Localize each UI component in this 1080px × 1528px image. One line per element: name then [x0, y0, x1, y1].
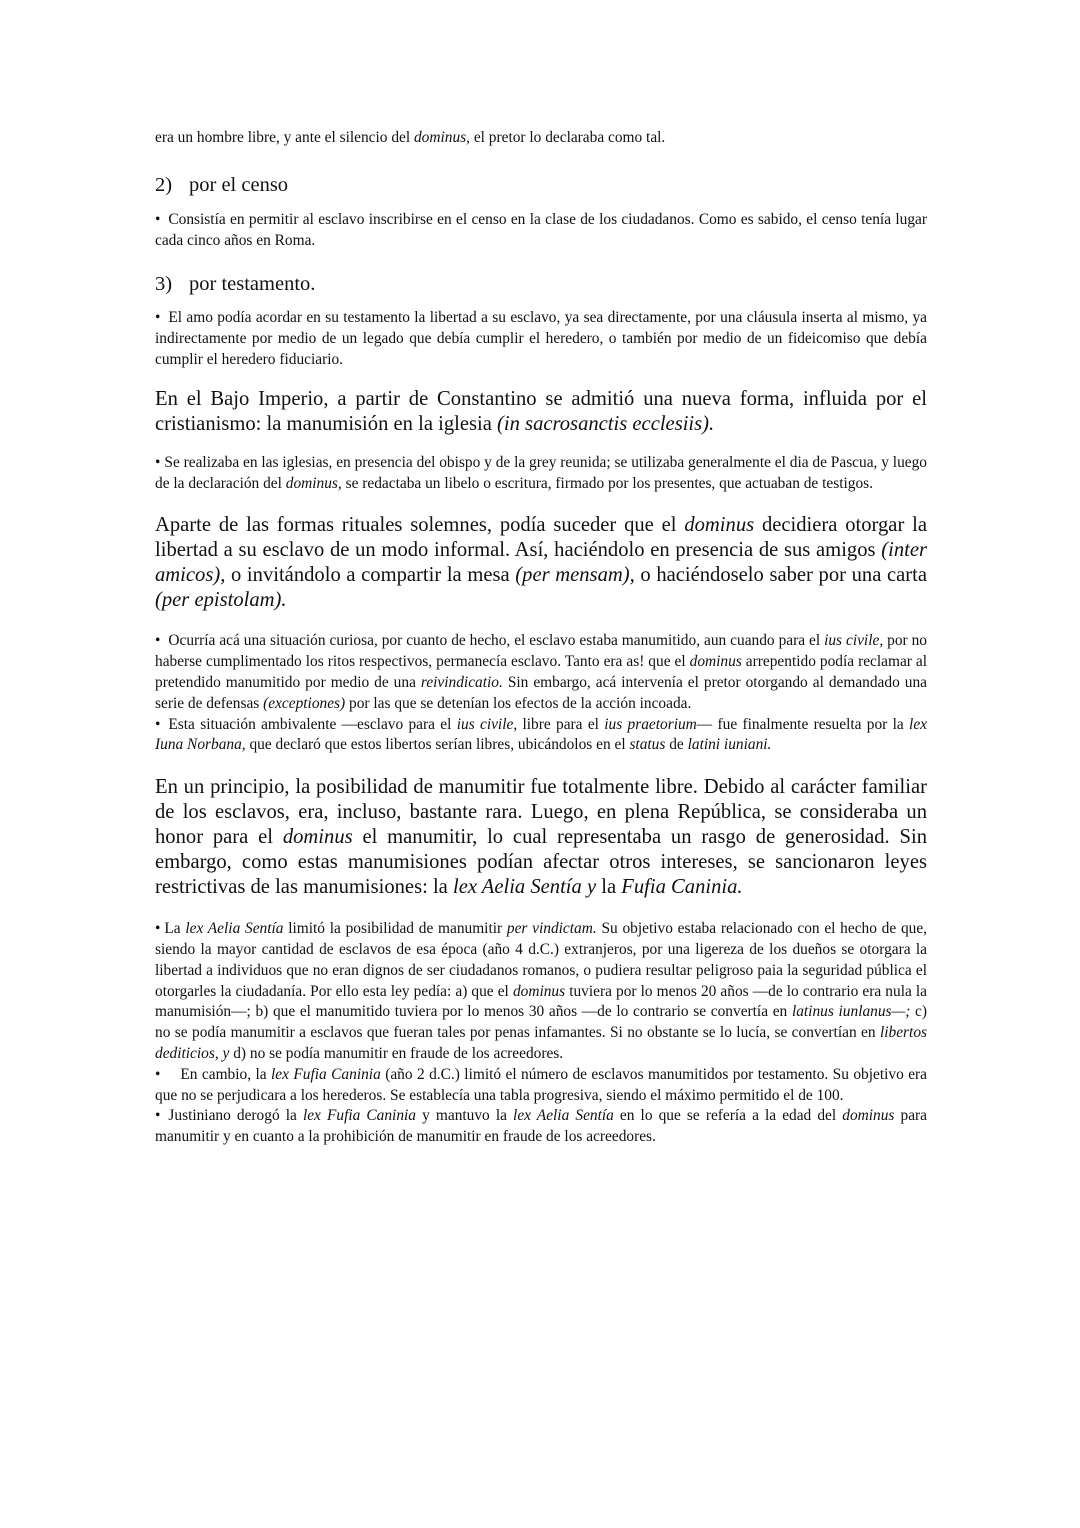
text: para manumitir y en cuanto a la prohibición de manumitir en fraude de los acreedores. — [155, 1107, 927, 1146]
iglesias-paragraph — [155, 453, 927, 495]
text: se redactaba un libelo o escritura, firmado por los presentes, que actuaban de testigos. — [341, 474, 873, 492]
text: En cambio, la — [180, 1065, 272, 1083]
text: por las que se detenían los efectos de la acción incoada. — [345, 694, 692, 712]
bullet-icon: • — [155, 453, 161, 471]
italic-term: latinus iunlanus—; — [791, 1003, 911, 1021]
italic-term: libertos dediticios, y — [155, 1024, 927, 1062]
text: — fue finalmente resuelta por la — [696, 715, 910, 733]
document-page — [155, 126, 927, 1148]
italic-term: (per epistolam). — [155, 589, 287, 612]
text: Sin embargo, acá intervenía el pretor otorgando al demandado una serie de defensas — [155, 673, 927, 712]
text: decidiera otorgar la libertad a su esclavo de un modo informal. Así, haciéndolo en presencia de sus amigos — [155, 514, 927, 562]
text: era un hombre libre, y ante el silencio del — [155, 129, 414, 146]
text: En el Bajo Imperio, a partir de Constantino se admitió una nueva forma, influida por el cristianismo: la manumisión en la iglesia — [155, 387, 927, 435]
italic-term: lex Iuna Norbana, — [155, 715, 927, 754]
text: o invitándolo a compartir la mesa — [225, 564, 516, 587]
italic-term: lex Aelia Sentía y — [452, 876, 597, 899]
text: Esta situación ambivalente —esclavo para el — [168, 715, 457, 733]
text: el pretor lo declaraba como tal. — [470, 129, 666, 146]
italic-term: dominus, — [285, 474, 342, 492]
italic-term: dominus — [842, 1107, 895, 1125]
italic-term: lex Aelia Sentía — [513, 1107, 614, 1125]
text: Consistía en permitir al esclavo inscribirse en el censo en la clase de los ciudadanos. Como es sabido, el censo tenía lugar cada cinco años en Roma. — [155, 210, 927, 249]
curiosa-paragraph — [155, 631, 927, 714]
text: Justiniano derogó la — [168, 1107, 303, 1125]
bullet-icon: • — [155, 632, 161, 650]
italic-term: dominus — [689, 653, 742, 671]
bullet-icon: • — [155, 1107, 161, 1125]
italic-term: status — [629, 736, 666, 754]
italic-term: (in sacrosanctis ecclesiis). — [497, 412, 715, 435]
italic-term: dominus — [684, 514, 755, 537]
justiniano-paragraph — [155, 1106, 927, 1148]
text: Aparte de las formas rituales solemnes, podía suceder que el — [155, 514, 685, 537]
bullet-icon: • — [155, 210, 161, 228]
ambivalente-paragraph — [155, 715, 927, 757]
bullet-icon: • — [155, 1065, 161, 1083]
italic-term: (per mensam), — [515, 564, 635, 587]
informal-paragraph — [155, 513, 927, 613]
bullet-icon: • — [155, 309, 161, 327]
italic-term: dominus, — [413, 129, 470, 146]
text: c) no se podía manumitir a esclavos que fueran tales por penas infamantes. Si no obstante se lo lucía, se convertían en — [155, 1003, 927, 1042]
italic-term: dominus — [282, 826, 353, 849]
text: en lo que se refería a la edad del — [613, 1107, 843, 1125]
text: Se realizaba en las iglesias, en presencia del obispo y de la grey reunida; se utilizaba generalmente el dia de Pascua, y luego de la declaración del — [155, 453, 927, 492]
heading-censo — [155, 172, 927, 198]
text: y mantuvo la — [416, 1107, 514, 1125]
heading-testamento — [155, 271, 927, 297]
text: Ocurría acá una situación curiosa, por cuanto de hecho, el esclavo estaba manumitido, aun cuando para el — [168, 632, 825, 650]
italic-term: ius praetorium — [604, 715, 697, 733]
heading-number: 3) — [155, 273, 173, 296]
text: d) no se podía manumitir en fraude de los acreedores. — [229, 1044, 564, 1062]
aelia-paragraph — [155, 919, 927, 1065]
censo-paragraph — [155, 210, 927, 252]
text: La — [164, 920, 186, 938]
intro-paragraph — [155, 128, 927, 149]
text: que declaró que estos libertos serían libres, ubicándolos en el — [245, 736, 630, 754]
italic-term: latini iuniani. — [687, 736, 772, 754]
italic-term: Fufia Caninia. — [621, 876, 743, 899]
text: por no haberse cumplimentado los ritos respectivos, permanecía esclavo. Tanto era as! que el — [155, 632, 927, 671]
text: limitó la posibilidad de manumitir — [283, 920, 507, 938]
bajo-imperio-paragraph — [155, 387, 927, 437]
text: la — [596, 876, 622, 899]
text: Su objetivo estaba relacionado con el hecho de que, siendo la mayor cantidad de esclavos de esa época (año 4 d.C.) extranjeros, por una ligereza de los dueños se otorgara la libertad a individuos que no eran dignos de ser ciudadanos romanos, o pudiera resultar peligroso paia la seguridad pública el otorgarles la ciudadanía. Por ello esta ley pedía: a) que el — [155, 920, 928, 1000]
text: En un principio, la posibilidad de manumitir fue totalmente libre. Debido al carácter familiar de los esclavos, era, incluso, bastante rara. Luego, en plena República, se consideraba un honor para el — [155, 776, 927, 849]
italic-term: ius civile, — [456, 715, 518, 733]
text: tuviera por lo menos 20 años —de lo contrario era nula la manumisión—; b) que el manumitido tuviera por lo menos 30 años —de lo contrario se convertía en — [155, 982, 927, 1021]
text: de — [665, 736, 688, 754]
italic-term: ius civile, — [824, 632, 884, 650]
italic-term: lex Fufia Caninia — [271, 1065, 381, 1083]
text: El amo podía acordar en su testamento la libertad a su esclavo, ya sea directamente, por una cláusula inserta al mismo, ya indirectamente por medio de un legado que debía cumplir el heredero, o también por medio de un fideicomiso que debía cumplir el heredero fiduciario. — [155, 309, 927, 368]
italic-term: lex Fufia Caninia — [302, 1107, 417, 1125]
fufia-paragraph — [155, 1065, 927, 1107]
principio-paragraph — [155, 775, 927, 900]
heading-number: 2) — [155, 173, 173, 196]
italic-term: lex Aelia Sentía — [185, 920, 284, 938]
text: libre para el — [517, 715, 605, 733]
heading-title: por el censo — [189, 173, 289, 196]
text: (año 2 d.C.) limitó el número de esclavos manumitidos por testamento. Su objetivo era que no se perjudicara a los herederos. Se establecía una tabla progresiva, siendo el máximo permitido el de 100. — [155, 1065, 927, 1104]
italic-term: dominus — [512, 982, 566, 1000]
testamento-paragraph — [155, 308, 927, 370]
heading-title: por testamento. — [189, 273, 316, 296]
italic-term: (exceptiones) — [263, 694, 346, 712]
italic-term: (inter amicos), — [155, 539, 927, 587]
italic-term: reivindicatio. — [420, 673, 503, 691]
text: el manumitir, lo cual representaba un rasgo de generosidad. Sin embargo, como estas manumisiones podían afectar otros intereses, se sancionaron leyes restrictivas de las manumisiones: la — [155, 826, 927, 899]
text: o haciéndoselo saber por una carta — [634, 564, 928, 587]
bullet-icon: • — [155, 715, 161, 733]
bullet-icon: • — [155, 920, 161, 938]
italic-term: per vindictam. — [506, 920, 597, 938]
text: arrepentido podía reclamar al pretendido manumitido por medio de una — [155, 653, 928, 691]
